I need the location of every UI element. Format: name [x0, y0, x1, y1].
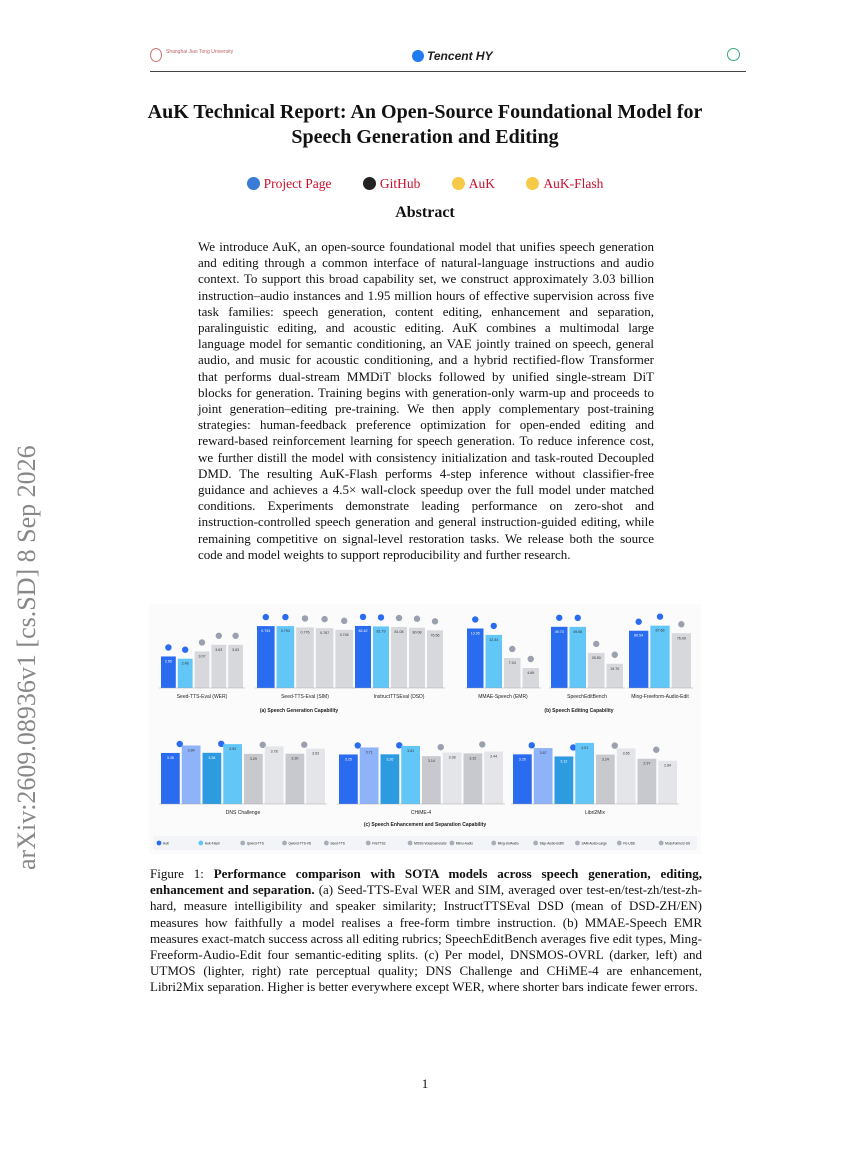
bar-value-label: 3.93: [229, 747, 237, 752]
bar-value-label: 3.26: [518, 757, 526, 762]
bar-value-label: 3.65: [622, 751, 630, 756]
chart-bar: [381, 754, 400, 804]
panel-title: (c) Speech Enhancement and Separation Capability: [363, 822, 487, 828]
chart-bar: [223, 744, 242, 804]
model-logo-icon: [321, 616, 327, 622]
legend-icon: [324, 841, 329, 846]
chart-bar: [629, 631, 648, 688]
bar-value-label: 0.745: [339, 632, 349, 637]
legend-label: SAM-Audio-Large: [581, 841, 607, 846]
bar-value-label: 3.24: [601, 757, 609, 762]
chart-bar: [409, 628, 425, 688]
model-logo-icon: [216, 633, 222, 639]
model-logo-icon: [678, 621, 684, 627]
legend-label: Seed-TTS: [330, 841, 345, 846]
model-logo-icon: [556, 615, 562, 621]
chart-bar: [401, 746, 420, 804]
model-logo-icon: [182, 647, 188, 653]
performance-chart: [149, 604, 701, 854]
bar-value-label: 13.95: [470, 631, 480, 636]
page-number: 1: [421, 1076, 429, 1091]
bar-value-label: 0.793: [261, 629, 271, 634]
legend-label: Qwen3-TTS: [246, 841, 264, 846]
legend-icon: [533, 841, 538, 846]
chart-bar: [534, 748, 553, 804]
project-page-label: Project Page: [263, 176, 332, 191]
bar-value-label: 3.12: [560, 759, 568, 764]
chart-bar: [335, 630, 353, 688]
chart-bar: [650, 626, 669, 688]
page-header: [150, 46, 746, 72]
bar-value-label: 3.38: [448, 755, 456, 760]
bar-value-label: 49.66: [573, 629, 583, 634]
bar-value-label: 0.793: [280, 629, 290, 634]
model-logo-icon: [263, 614, 269, 620]
chart-bar: [555, 756, 574, 804]
caption-bold: Performance comparison with SOTA models across speech generation, editing, enhancement and separation.: [150, 866, 703, 898]
legend-label: MOSS-VoiceGenerator: [414, 841, 447, 846]
group-label: Seed-TTS-Eval (WER): [176, 694, 228, 700]
legend-label: AuK: [163, 841, 170, 846]
legend-icon: [575, 841, 580, 846]
model-logo-icon: [509, 646, 515, 652]
bar-value-label: 0.767: [320, 631, 330, 636]
chart-bar: [422, 756, 441, 804]
legend-label: FireTTS2: [372, 841, 386, 846]
model-logo-icon: [432, 618, 438, 624]
brand-logo: [412, 49, 493, 63]
bar-value-label: 81.79: [376, 629, 386, 634]
paper-title: AuK Technical Report: An Open-Source Foundational Model for Speech Generation and Editing: [147, 101, 703, 148]
chart-bar: [427, 630, 443, 688]
lab-logo-icon: [727, 48, 740, 61]
bar-value-label: 76.99: [676, 636, 686, 641]
chart-bar: [464, 753, 483, 804]
legend-label: FE-UDE: [623, 841, 636, 846]
chart-bar: [316, 628, 334, 688]
brand-name: Tencent HY: [427, 49, 493, 63]
model-logo-icon: [341, 618, 347, 624]
bar-value-label: 0.776: [300, 630, 310, 635]
legend-icon: [408, 841, 413, 846]
bar-value-label: 28.50: [591, 655, 601, 660]
bar-value-label: 3.36: [208, 755, 216, 760]
auk-flash-link[interactable]: [526, 176, 603, 191]
bar-value-label: 3.63: [312, 751, 320, 756]
chart-bar: [513, 754, 532, 804]
resource-links: [120, 176, 730, 192]
bar-value-label: 3.44: [490, 754, 498, 759]
chart-bar: [391, 627, 407, 688]
legend-icon: [617, 841, 622, 846]
tencent-hy-icon: [412, 50, 424, 62]
chart-bar: [286, 754, 305, 804]
legend-icon: [659, 841, 664, 846]
bar-value-label: 76.56: [430, 633, 440, 638]
auk-flash-label: AuK-Flash: [543, 176, 604, 191]
chart-bar: [575, 743, 594, 804]
model-logo-icon: [360, 614, 366, 620]
bar-value-label: 3.25: [344, 757, 352, 762]
bar-value-label: 7.04: [508, 660, 516, 665]
model-logo-icon: [653, 747, 659, 753]
legend-icon: [450, 841, 455, 846]
legend-icon: [240, 841, 245, 846]
bar-value-label: 82.42: [358, 628, 368, 633]
bar-value-label: 3.67: [539, 751, 547, 756]
group-label: Libri2Mix: [584, 810, 606, 816]
bar-value-label: 49.73: [554, 629, 564, 634]
model-logo-icon: [575, 615, 581, 621]
chart-bar: [373, 626, 389, 688]
legend-label: Mimo-Audio: [455, 841, 473, 846]
legend-label: AuK-Flash: [204, 841, 220, 846]
model-logo-icon: [472, 616, 478, 622]
bar-value-label: 3.07: [198, 654, 206, 659]
arxiv-stamp: arXiv:2609.08936v1 [cs.SD] 8 Sep 2026: [12, 445, 41, 870]
chart-bar: [339, 754, 358, 804]
chart-bar: [355, 626, 371, 688]
chart-bar: [265, 746, 284, 804]
github-link[interactable]: [363, 176, 421, 191]
project-page-link[interactable]: [247, 176, 332, 191]
model-logo-icon: [414, 616, 420, 622]
model-logo-icon: [302, 615, 308, 621]
bar-value-label: 3.71: [365, 750, 373, 755]
bar-value-label: 2.46: [181, 661, 189, 666]
model-logo-icon: [612, 652, 618, 658]
model-logo-icon: [378, 614, 384, 620]
group-label: DNS Challenge: [225, 810, 261, 816]
legend-icon: [198, 841, 203, 846]
bar-value-label: 19.70: [610, 666, 620, 671]
model-logo-icon: [491, 623, 497, 629]
model-logo-icon: [528, 656, 534, 662]
model-logo-icon: [593, 641, 599, 647]
github-icon: [363, 177, 376, 190]
legend-icon: [366, 841, 371, 846]
chart-bar: [672, 633, 691, 688]
chart-bar: [467, 628, 484, 688]
bar-value-label: 3.32: [469, 756, 477, 761]
bar-value-label: 2.97: [643, 761, 651, 766]
chart-bar: [296, 627, 314, 688]
chart-bar: [486, 635, 503, 688]
chart-bar: [277, 626, 295, 688]
bar-value-label: 3.30: [291, 756, 299, 761]
bar-value-label: 3.63: [232, 647, 240, 652]
group-label: Seed-TTS-Eval (SIM): [281, 694, 329, 700]
chart-bar: [484, 752, 503, 804]
legend-icon: [157, 841, 162, 846]
abstract-heading: Abstract: [395, 204, 455, 221]
model-logo-icon: [199, 639, 205, 645]
chart-bar: [257, 626, 275, 688]
caption-prefix: Figure 1:: [150, 866, 204, 881]
panel-title: (b) Speech Editing Capability: [544, 708, 614, 714]
model-logo-icon: [282, 614, 288, 620]
group-label: MMAE-Speech (EMR): [478, 694, 528, 700]
chart-bar: [443, 752, 462, 804]
model-logo-icon: [657, 613, 663, 619]
bar-value-label: 12.44: [489, 637, 499, 642]
bar-value-label: 3.29: [249, 756, 257, 761]
bar-value-label: 3.63: [215, 647, 223, 652]
huggingface-icon: [452, 177, 465, 190]
group-label: InstructTTSEval (DSD): [373, 694, 425, 700]
model-logo-icon: [232, 633, 238, 639]
huggingface-icon: [526, 177, 539, 190]
chart-bar: [596, 755, 615, 804]
legend-label: Ming-UniAudio: [497, 841, 519, 846]
model-logo-icon: [529, 742, 535, 748]
legend-label: MossFormer2-SS: [665, 841, 691, 846]
legend-icon: [282, 841, 287, 846]
chart-bar: [617, 748, 636, 804]
abstract-text: We introduce AuK, an open-source foundational model that unifies speech generation and editing through a common interface of natural-language instructions and audio context. To support this broad capability set, we construct approximately 3.03 billion instruction–audio instances and 1.95 million hours of effective supervision across five task families: speech generation, content editing, enhancement and separation, paralinguistic editing, and acoustic editing. AuK combines a multimodal large language model for semantic conditioning, an VAE jointly trained on speech, general audio, and music for acoustic conditioning, and a hybrid rectified-flow Transformer that performs dual-stream MMDiT blocks followed by unified single-stream DiT blocks for generation. Training begins with generation-only warm-up and proceeds to joint generation–editing pre-training. We then apply complementary post-training strategies: human-feedback preference optimization for open-ended editing and reward-based reinforcement learning for speech generation. To reduce inference cost, we further distill the model with consistency initialization and task-routed Decoupled DMD. The resulting AuK-Flash performs 4-step inference without classifier-free guidance and achieves a 4.5× wall-clock speedup over the full model under matched conditions. Experiments demonstrate leading performance on zero-shot and instruction-controlled speech generation and general instruction-guided editing, while remaining competitive on signal-level restoration tasks. We release both the source code and model weights to support reproducibility and further research.: [198, 239, 654, 562]
chart-bar: [551, 627, 568, 688]
group-label: Ming-Freeform-Audio-Edit: [631, 694, 689, 700]
auk-link[interactable]: [452, 176, 495, 191]
group-label: CHiME-4: [410, 810, 432, 816]
chart-bar: [161, 753, 180, 804]
university-name: Shanghai Jiao Tong University: [166, 49, 234, 55]
bar-value-label: 3.35: [166, 755, 174, 760]
bar-value-label: 3.78: [270, 749, 278, 754]
legend-label: Step-Audio-EditX: [539, 841, 565, 846]
bar-value-label: 3.84: [187, 748, 195, 753]
model-logo-icon: [612, 742, 618, 748]
model-logo-icon: [635, 619, 641, 625]
bar-value-label: 81.08: [394, 629, 404, 634]
chart-bar: [570, 627, 587, 688]
university-logo-icon: [150, 48, 162, 62]
legend-label: Qwen3-TTS-VD: [288, 841, 312, 846]
model-logo-icon: [396, 615, 402, 621]
chart-bar: [244, 754, 263, 804]
bar-value-label: 3.26: [386, 757, 394, 762]
chart-bar: [306, 749, 325, 804]
bar-value-label: 3.14: [427, 759, 435, 764]
bar-value-label: 4.01: [581, 745, 589, 750]
caption-text: (a) Seed-TTS-Eval WER and SIM, averaged over test-en/test-zh/test-zh-hard, measure intelligibility and speaker similarity; InstructTTSEval DSD (mean of DSD-ZH/EN) measures how faithfully a model realises a free-form timbre instruction. (b) MMAE-Speech EMR measures exact-match success across all editing rubrics; SpeechEditBench averages five edit types, Ming-Freeform-Audio-Edit four semantic-editing splits. (c) Per model, DNSMOS-OVRL (darker, left) and UTMOS (lighter, right) rate perceptual quality; DNS Challenge and CHiME-4 are enhancement, Libri2Mix separation. Higher is better everywhere except WER, where shorter bars indicate fewer errors.: [150, 882, 703, 995]
figure-caption: [150, 866, 702, 996]
bar-value-label: 4.69: [527, 670, 535, 675]
chart-bar: [360, 747, 379, 804]
github-label: GitHub: [379, 176, 421, 191]
group-label: SpeechEditBench: [567, 694, 607, 700]
bar-value-label: 87.66: [655, 628, 665, 633]
model-logo-icon: [301, 742, 307, 748]
bar-value-label: 80.08: [412, 630, 422, 635]
model-logo-icon: [438, 744, 444, 750]
model-logo-icon: [479, 741, 485, 747]
auk-label: AuK: [468, 176, 495, 191]
chart-bar: [182, 745, 201, 804]
model-logo-icon: [165, 644, 171, 650]
figure-1: [149, 604, 701, 854]
panel-title: (a) Speech Generation Capability: [259, 708, 339, 714]
globe-icon: [247, 177, 260, 190]
chart-bar: [203, 753, 222, 804]
bar-value-label: 80.54: [634, 633, 644, 638]
bar-value-label: 2.84: [664, 763, 672, 768]
legend-icon: [491, 841, 496, 846]
bar-value-label: 3.81: [407, 748, 415, 753]
bar-value-label: 2.65: [164, 659, 172, 664]
